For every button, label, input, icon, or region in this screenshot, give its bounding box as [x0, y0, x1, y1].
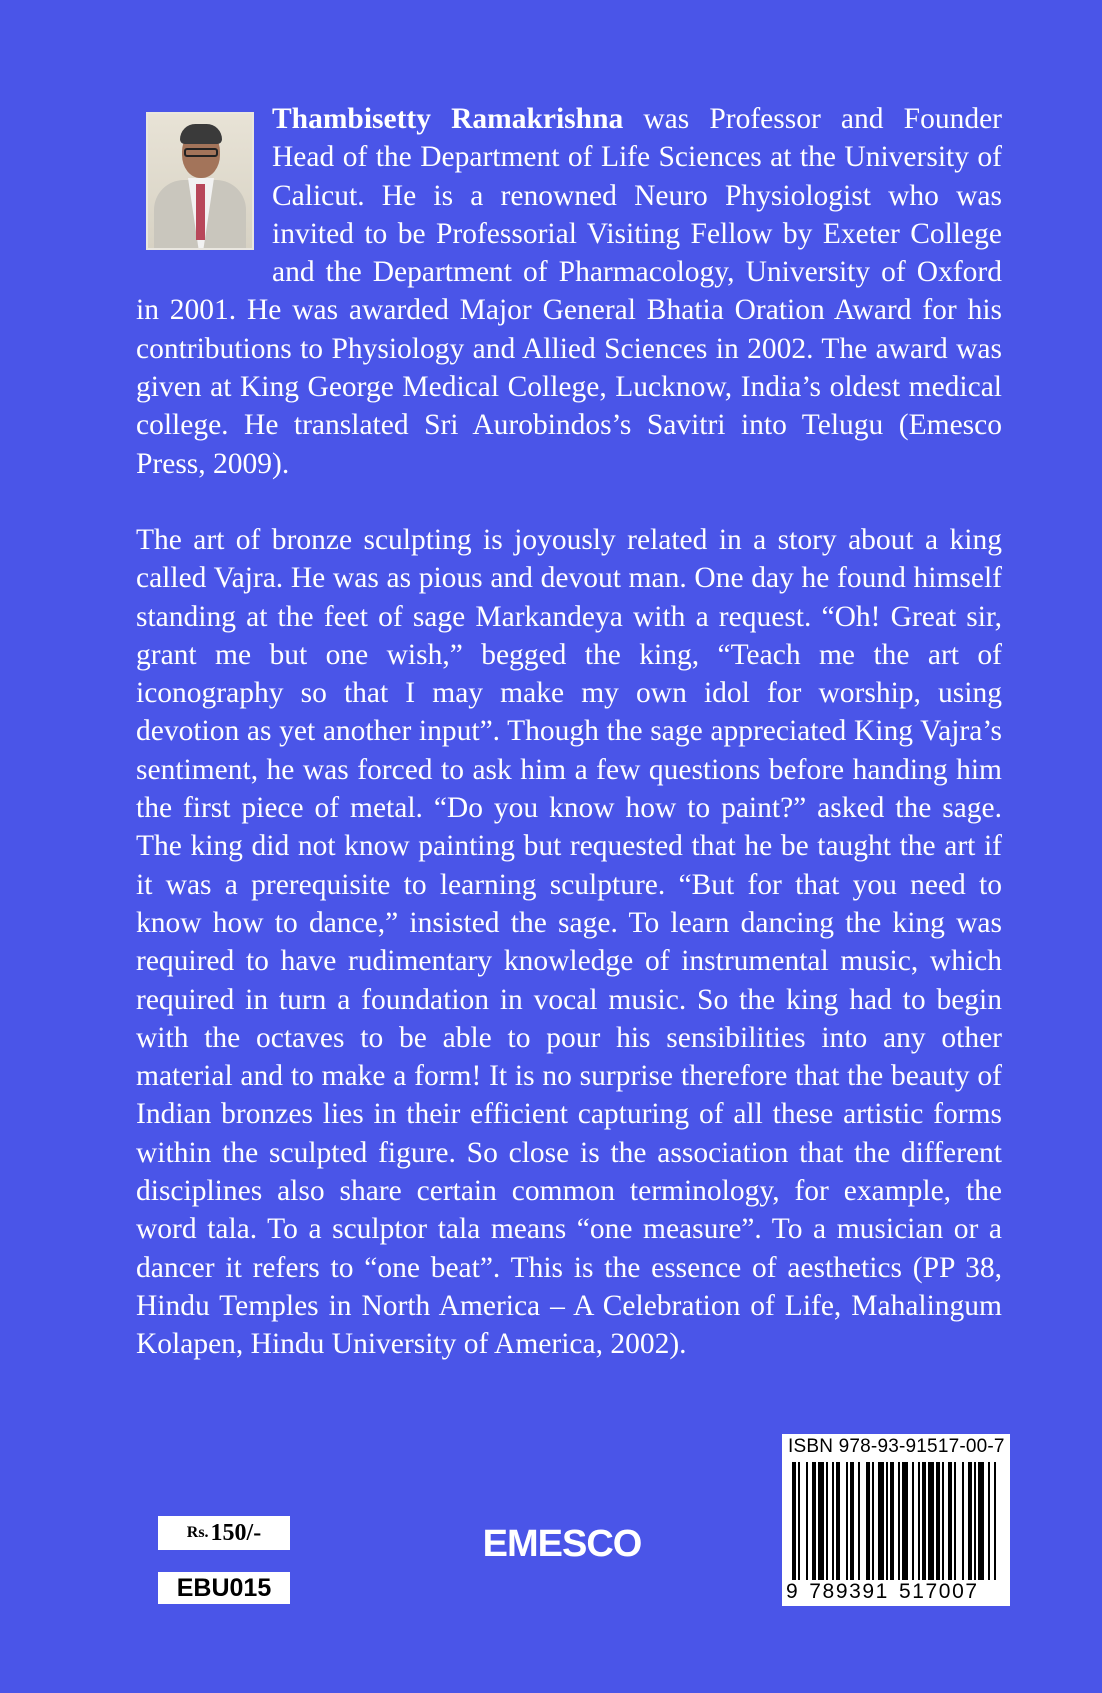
barcode-digit-first: 9 — [786, 1580, 800, 1603]
barcode-bars — [792, 1462, 1000, 1580]
barcode-digits — [786, 1580, 1006, 1604]
author-photo — [146, 112, 254, 250]
price-label — [158, 1516, 290, 1550]
isbn-label: ISBN 978-93-91517-00-7 — [788, 1436, 1005, 1457]
barcode-digits-left: 789391 — [809, 1580, 889, 1603]
product-code: EBU015 — [158, 1572, 290, 1604]
author-bio-text: was Professor and Founder Head of the Department of Life Sciences at the University of Calicut. He is a renowned Neuro Physiologist who was invited to be Professorial Visiting Fellow by Exeter College and the Department of Pharmacology, University of Oxford in 2001. He was awarded Major General Bhatia Oration Award for his contributions to Physiology and Allied Sciences in 2002. The award was given at King George Medical College, Lucknow, India’s oldest medical college. He translated Sri Aurobindos’s Savitri into Telugu (Emesco Press, 2009). — [136, 103, 1002, 480]
author-name: Thambisetty Ramakrishna — [272, 103, 624, 135]
barcode-digits-right: 517007 — [898, 1580, 979, 1603]
author-bio — [136, 100, 1002, 483]
isbn-barcode — [782, 1434, 1010, 1606]
price-amount: 150/- — [210, 1519, 262, 1546]
story-paragraph: The art of bronze sculpting is joyously related in a story about a king called Vajra. He was as pious and devout man. One day he found himself standing at the feet of sage Markandeya with a request. “Oh! Great sir, grant me but one wish,” begged the king, “Teach me the art of iconography so that I may make my own idol for worship, using devotion as yet another input”. Though the sage appreciated King Vajra’s sentiment, he was forced to ask him a few questions before handing him the first piece of metal. “Do you know how to paint?” asked the sage. The king did not know painting but requested that he be taught the art if it was a prerequisite to learning sculpture. “But for that you need to know how to dance,” insisted the sage. To learn dancing the king was required to have rudimentary knowledge of instrumental music, which required in turn a foundation in vocal music. So the king had to begin with the octaves to be able to pour his sensibilities into any other material and to make a form! It is no surprise therefore that the beauty of Indian bronzes lies in their efficient capturing of all these artistic forms within the sculpted figure. So close is the association that the different disciplines also share certain common terminology, for example, the word tala. To a sculptor tala means “one measure”. To a musician or a dancer it refers to “one beat”. This is the essence of aesthetics (PP 38, Hindu Temples in North America – A Celebration of Life, Mahalingum Kolapen, Hindu University of America, 2002). — [136, 523, 1002, 1361]
back-cover-text — [136, 100, 1002, 1364]
publisher-logo: EMESCO — [482, 1522, 642, 1565]
price-prefix: Rs. — [186, 1524, 209, 1541]
